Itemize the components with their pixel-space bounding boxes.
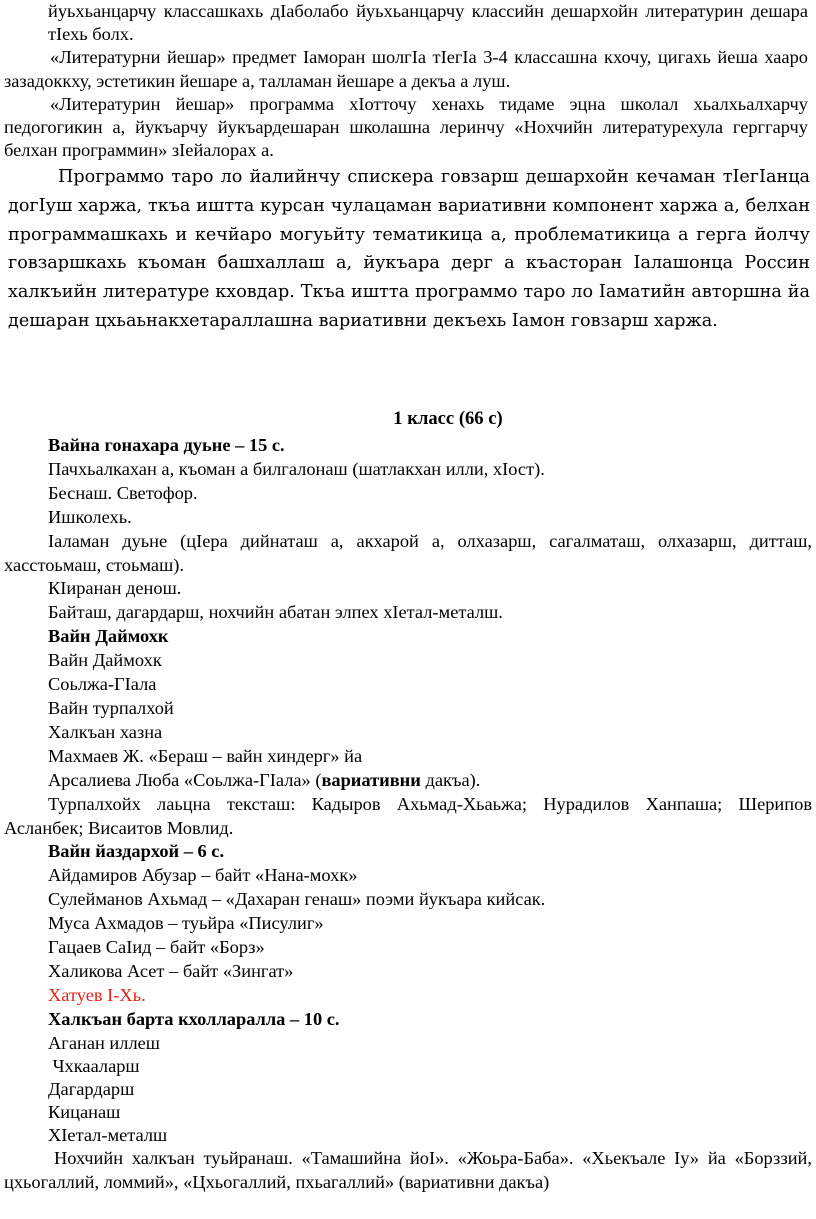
curriculum-list xyxy=(0,434,812,1194)
arsaliyeva-suffix: дакъа). xyxy=(420,769,481,790)
list-item: Муса Ахмадов – туьйра «Писулиг» xyxy=(48,913,324,934)
list-item: Пачхьалкахан а, къоман а билгалонаш (шатлакхан илли, хIост). xyxy=(48,458,545,479)
list-item-arsaliyeva xyxy=(0,769,812,793)
list-item-highlighted: Хатуев I-Хь. xyxy=(48,984,146,1005)
intro-paragraph-1-text: йуьхьанцарчу классашкахь дIаболабо йуьхьанцарчу классийн дешархойн литературин дешара тIехь болх. xyxy=(48,1,808,45)
list-item-heroes: Турпалхойх лаьцна тексташ: Кадыров Ахьмад-Хьаьжа; Нурадилов Ханпаша; Шерипов Асланбек; Висаитов Мовлид. xyxy=(4,793,812,838)
list-item: Аганан иллеш xyxy=(48,1032,160,1053)
list-item: Ишколехь. xyxy=(48,506,132,527)
section-title-homeland: Вайн Даймохк xyxy=(48,626,169,647)
program-description-text: Программо таро ло йалийнчу спискера говзарш дешархойн кечаман тIегIанца догIуш харжа, ткъа иштта курсан чулацаман вариативни компонент харжа а, белхан программашкахь и кечйаро могуьйту тематикица а, проблематикица а герга йолчу говзаршкахь къоман башхаллаш а, йукъара дерг а къасторан Iалашонца Россин халкъийн литературе кховдар. Ткъа иштта программо таро ло Iаматийн авторшна йа дешаран цхьаьнакхетараллашна вариативни декъехь Iамон говзарш харжа. xyxy=(8,167,810,331)
section-title-surrounding-world: Вайна гонахара дуьне – 15 с. xyxy=(48,435,285,455)
list-item: Халкъан хазна xyxy=(48,721,163,742)
list-item: Халикова Асет – байт «Зингат» xyxy=(48,960,294,981)
list-item: Соьлжа-ГIала xyxy=(48,674,157,695)
intro-paragraph-2: «Литературни йешар» предмет Iаморан шолгIа тIегIа 3-4 классашна кхочу, цигахь йеша хааро зазадоккху, эстетикин йешаре а, талламан йешаре а декъа а луш. xyxy=(4,47,808,91)
list-item: Вайн Даймохк xyxy=(48,650,162,671)
list-item: Iаламан дуьне (цIера дийнаташ а, акхарой а, олхазарш, сагалматаш, олхазарш, дитташ, хасстоьмаш, стоьмаш). xyxy=(4,530,812,575)
arsaliyeva-text: Арсалиева Люба «Соьлжа-ГIала» ( xyxy=(48,769,322,790)
list-item: Айдамиров Абузар – байт «Нана-мохк» xyxy=(48,865,358,886)
list-item: Беснаш. Светофор. xyxy=(48,482,198,503)
list-item: Гацаев СаIид – байт «Борз» xyxy=(48,937,265,958)
intro-section xyxy=(0,0,810,162)
list-item: Махмаев Ж. «Бераш – вайн хиндерг» йа xyxy=(48,745,363,766)
list-item: Сулейманов Ахьмад – «Дахаран генаш» поэми йукъара кийсак. xyxy=(48,889,546,910)
section-title-writers: Вайн йаздархой – 6 с. xyxy=(48,841,225,862)
list-item: Вайн турпалхой xyxy=(48,697,174,718)
list-item: Байташ, дагардарш, нохчийн абатан элпех хIетал-металш. xyxy=(48,602,503,623)
section-title-folklore: Халкъан барта кхолларалла – 10 с. xyxy=(48,1008,340,1029)
list-item: Кицанаш xyxy=(48,1101,121,1122)
list-item: Чхкааларш xyxy=(48,1055,140,1076)
list-item: КIиранан денош. xyxy=(48,578,182,599)
intro-paragraph-3: «Литературин йешар» программа хIотточу хенахь тидаме эцна школал хьалхьалхарчу педогогикин а, йукъарчу йукъардешаран школашна леринчу «Нохчийн литературехула герггарчу белхан программин» зIейалорах а. xyxy=(4,93,808,161)
list-item: ХIетал-металш xyxy=(48,1124,168,1145)
list-item: Дагардарш xyxy=(48,1078,135,1099)
variative-label: вариативни xyxy=(321,769,421,790)
intro-paragraph-1 xyxy=(0,0,810,46)
list-item-folk-tales: Нохчийн халкъан туьйранаш. «Тамашийна йоI». «Жоьра-Баба». «Хьекъале Iу» йа «Борззий, цхьогаллий, ломмий», «Цхьогаллий, пхьагаллий» (вариативни дакъа) xyxy=(4,1147,812,1192)
program-description xyxy=(8,163,816,336)
grade-heading: 1 класс (66 с) xyxy=(393,408,503,429)
